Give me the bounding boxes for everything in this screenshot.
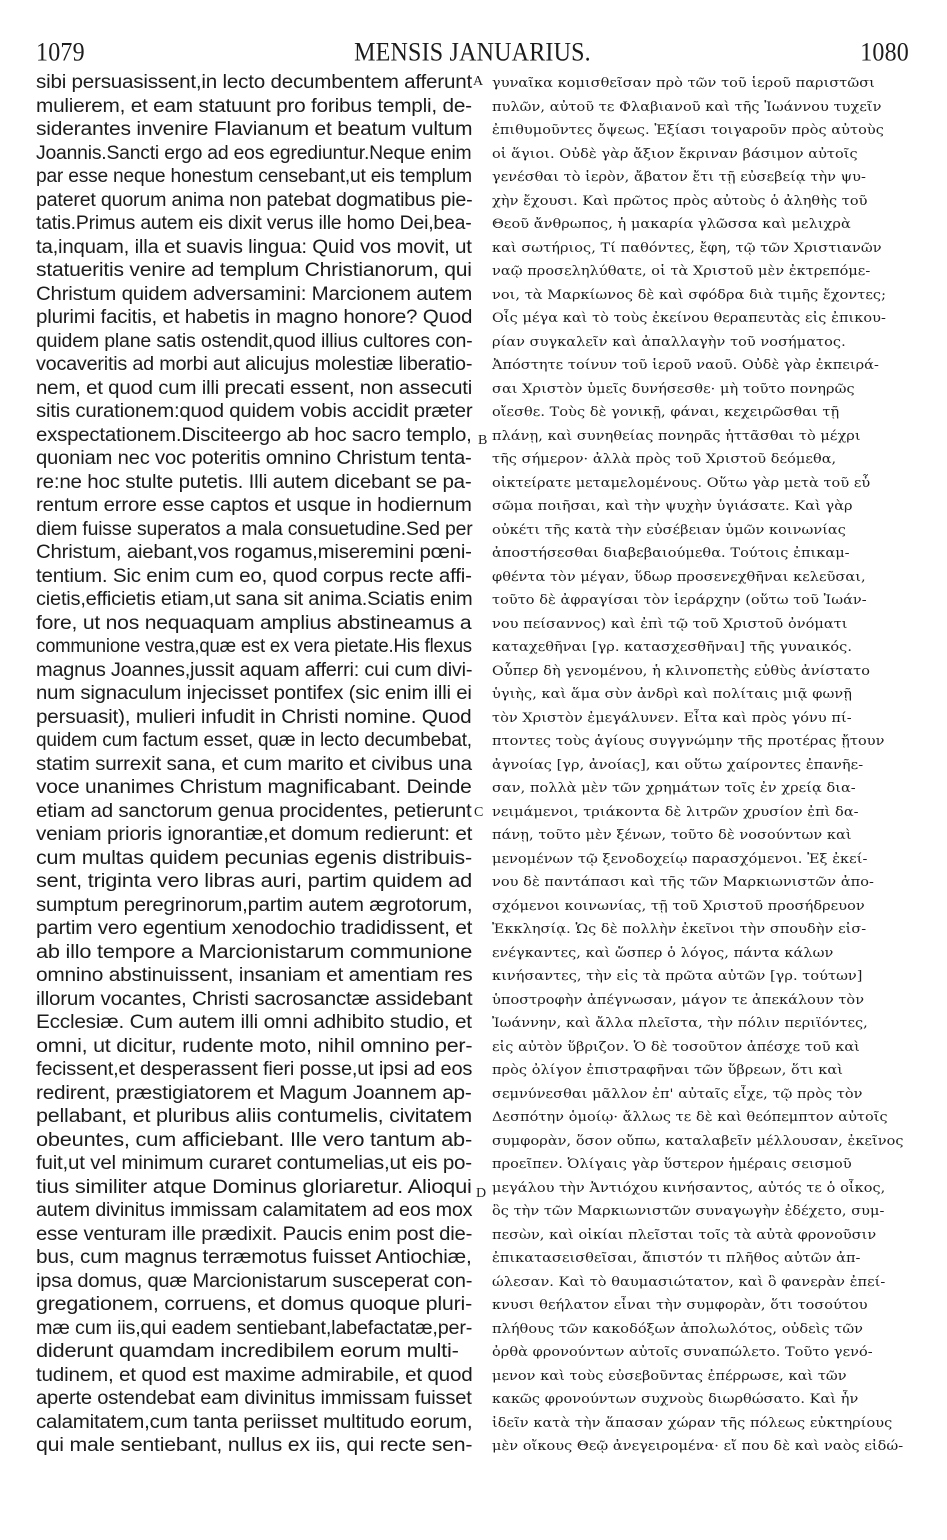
latin-text-line: redirent, præstigiatorem et Magum Joannem ap- [36, 1082, 472, 1104]
latin-text-line: aperte ostendebat eam divinitus immissam fuisset [36, 1388, 472, 1409]
latin-text-line: sitis curationem:quod quidem vobis accidit præter [36, 401, 473, 422]
latin-text-line: sumptum peregrinorum,partim autem ægrotorum, [36, 894, 473, 916]
greek-text-column [492, 71, 916, 1458]
latin-text-line: voce unanimes Christum magnificabant. Deinde [36, 777, 472, 798]
greek-text-line: πρὸς ὀλίγον ἐπιστραφῆναι τῶν ὕβρεων, ὅτι καὶ [492, 1062, 843, 1077]
greek-text-line: πλάνῃ, καὶ συνηθείας πονηρᾶς ἡττᾶσθαι τὸ μέχρι [492, 427, 861, 443]
greek-text-line: εἰς αὐτὸν ὕβριζον. Ὁ δὲ τοσοῦτον ἀπέσχε τοῦ καὶ [492, 1038, 860, 1054]
greek-text-line: ὑποστροφὴν ἀπέγνωσαν, μάγον τε ἀπεκάλουν τὸν [492, 991, 865, 1007]
latin-text-line: esse venturam ille prædixit. Paucis enim post die- [36, 1223, 473, 1245]
greek-text-line: Δεσπότην ὁμοίῳ· ἄλλως τε δὲ καὶ θεόπεμπτον αὐτοῖς [492, 1109, 888, 1124]
greek-text-line: μεγάλου τὴν Ἀντιόχου κινήσαντος, αὐτός τε ὁ οἶκος, [492, 1179, 886, 1195]
greek-text-line: σαν, πολλὰ μὲν τῶν χρημάτων τοῖς ἐν χρείᾳ δια- [492, 780, 856, 795]
greek-text-line: σεμνύνεσθαι μᾶλλον ἐπ' αὐταῖς εἶχε, τῷ πρὸς τὸν [492, 1085, 863, 1101]
latin-text-line: omnino abstinuissent, insaniam et amentiam res [36, 965, 473, 986]
greek-text-line: νου δὲ παντάπασι καὶ τῆς τῶν Μαρκιωνιστῶν ἀπο- [492, 874, 874, 889]
latin-text-line: pateret quorum anima non patebat dogmatibus pie- [36, 189, 473, 211]
right-page-number: 1080 [860, 38, 909, 68]
left-page-number: 1079 [36, 38, 85, 68]
latin-text-line: quoniam nec voc poteritis omnino Christum tenta- [36, 448, 472, 469]
latin-text-line: etiam ad sanctorum genua procidentes, petierunt [36, 800, 472, 822]
latin-text-line: Christum quidem adversamini: Marcionem autem [36, 283, 473, 305]
latin-text-line: Christum, aiebant,vos rogamus,miseremini pœni- [36, 542, 472, 563]
latin-text-line: magnus Joannes,jussit aquam afferri: cui cum divi- [36, 659, 473, 681]
latin-text-line: sibi persuasissent,in lecto decumbentem afferunt [36, 72, 472, 93]
greek-text-line: προεῖπεν. Ὀλίγαις γὰρ ὕστερον ἡμέραις σεισμοῦ [492, 1156, 852, 1171]
greek-text-line: ὑγιὴς, καὶ ἅμα σὺν ἀνδρὶ καὶ πολίταις μιᾷ φωνῇ [492, 686, 852, 701]
greek-text-line: μενον καὶ τοὺς εὐσεβοῦντας ἐπέρρωσε, καὶ τῶν [492, 1367, 847, 1383]
greek-text-line: φθέντα τὸν μέγαν, ὕδωρ προσενεχθῆναι κελεῦσαι, [492, 568, 866, 584]
latin-text-line: ab illo tempore a Marcionistarum communione [36, 941, 473, 963]
greek-text-line: χὴν ἔχουσι. Καὶ πρῶτος πρὸς αὐτοὺς ὁ ἀληθὴς τοῦ [492, 192, 868, 208]
greek-text-line: πτοντες τοὺς ἁγίους συγγνώμην τῆς προτέρας ᾔτουν [492, 733, 885, 748]
greek-text-line: μενομένων τῷ ξενοδοχείῳ παρασχόμενοι. Ἐξ ἐκεί- [492, 850, 868, 866]
latin-text-line: veniam prioris ignorantiæ,et domum redierunt: et [36, 824, 473, 845]
greek-text-line: ρίαν συγκαλεῖν καὶ ἀπαλλαγὴν τοῦ νοσήματος. [492, 333, 846, 349]
latin-text-line: fecissent,et desperassent fieri posse,ut ipsi ad eos [36, 1059, 473, 1080]
greek-text-line: πάνῃ, τοῦτο μὲν ξένων, τοῦτο δὲ νοσούντων καὶ [492, 827, 852, 842]
greek-text-line: σῶμα ποιῆσαι, καὶ τὴν ψυχὴν ὑγιάσατε. Καὶ γὰρ [492, 498, 853, 513]
latin-text-line: persuasit), mulieri infudit in Christi nomine. Quod [36, 706, 472, 728]
greek-text-line: μὲν οἴκους Θεῷ ἀνεγειρομένα· εἴ που δὲ καὶ ναὸς εἰδώ- [492, 1438, 904, 1453]
greek-text-line: κνυσι θεήλατον εἶναι τὴν συμφορὰν, ὅτι τοσούτου [492, 1297, 868, 1312]
latin-text-line: diderunt quamdam incredibilem eorum multi- [36, 1341, 459, 1362]
latin-text-line: qui male sentiebant, nullus ex iis, qui recte sen- [36, 1435, 473, 1456]
latin-text-line: plurimi facitis, et habetis in magno honore? Quod [36, 307, 473, 328]
latin-text-line: tudinem, et quod est maxime admirabile, et quod [36, 1364, 473, 1386]
latin-text-line: mæ cum iis,qui eadem sentiebant,labefactatæ,per- [36, 1317, 473, 1339]
latin-text-line: fore, ut nos nequaquam amplius abstineamus a [36, 612, 472, 634]
latin-text-line: fuit,ut vel minimum curaret contumelias,ut eis po- [36, 1153, 472, 1174]
latin-text-line: gregationem, corruens, et domus quoque pluri- [36, 1294, 473, 1315]
latin-text-line: partim vero egentium xenodochio tradidissent, et [36, 918, 473, 939]
greek-text-line: ὀρθὰ φρονούντων αὐτοῖς συναπώλετο. Τοῦτο γενό- [492, 1344, 873, 1359]
greek-text-line: ὃς τὴν τῶν Μαρκιωνιστῶν συναγωγὴν ἐδέχετο, συμ- [492, 1203, 885, 1218]
greek-text-line: ἐπιθυμοῦντες ὄψεως. Ἐξίασι τοιγαροῦν πρὸς αὐτοὺς [492, 122, 884, 137]
greek-text-line: τοῦτο δὲ ἀφραγίσαι τὸν ἱεράρχην (οὕτω τοῦ Ἰωάν- [492, 592, 867, 607]
latin-text-line: mulierem, et eam statuunt pro foribus templi, de- [36, 95, 472, 117]
latin-text-line: tentium. Sic enim cum eo, quod corpus recte affi- [36, 565, 472, 587]
latin-text-line: quidem cum factum esset, quæ in lecto decumbebat, [36, 730, 472, 751]
greek-text-line: τὸν Χριστὸν ἐμεγάλυνεν. Εἶτα καὶ πρὸς γόνυ πί- [492, 709, 852, 725]
latin-text-line: ta,inquam, illa et suavis lingua: Quid vos movit, ut [36, 236, 472, 258]
greek-text-line: κακῶς φρονούντων συχνοὺς διωρθώσατο. Καὶ ἦν [492, 1391, 859, 1406]
greek-text-line: ἀγνοίας [γρ, ἀνοίας], και οὕτω χαίροντες ἐπανῆε- [492, 756, 864, 772]
greek-text-line: ἐπικατασεισθεῖσαι, ἄπιστόν τι πλῆθος αὐτῶν ἀπ- [492, 1250, 861, 1265]
latin-text-line: quidem plane satis ostendit,quod illius cultores con- [36, 330, 473, 352]
greek-text-line: οἴεσθε. Τοὺς δὲ γονικῇ, φάναι, κεχειρῶσθαι τῇ [492, 404, 840, 419]
latin-text-line: num signaculum injecisset pontifex (sic enim illi ei [36, 683, 472, 704]
latin-text-line: illorum vocantes, Christi sacrosanctæ assidebant [36, 988, 473, 1010]
latin-text-line: cietis,efficietis etiam,ut sana sit anima.Sciatis enim [36, 589, 473, 610]
greek-text-line: οἱ ἅγιοι. Οὐδὲ γὰρ ἄξιον ἔκριναν βάσιμον αὐτοῖς [492, 145, 858, 161]
section-marker-d: D [476, 1186, 487, 1201]
greek-text-line: νοι, τὰ Μαρκίωνος δὲ καὶ σφόδρα διὰ τιμῆς ἔχοντες; [492, 286, 887, 302]
latin-text-line: ipsa domus, quæ Marcionistarum susceperat con- [36, 1270, 473, 1292]
greek-text-line: ἀποστήσεσθαι διαβεβαιούμεθα. Τούτοις ἐπικαμ- [492, 545, 850, 560]
latin-text-column [36, 71, 472, 1458]
greek-text-line: Οἷς μέγα καὶ τὸ τοὺς ἐκείνου θεραπευτὰς εἰς ἐπικου- [492, 310, 886, 325]
latin-text-line: diem fuisse superatos a mala consuetudine.Sed per [36, 518, 473, 540]
latin-text-line: pellabant, et pluribus aliis contumelis, civitatem [36, 1106, 472, 1127]
greek-text-line: οἰκτείρατε μεταμελομένους. Οὕτω γὰρ μετὰ τοῦ εὖ [492, 474, 871, 490]
greek-text-line: πλήθους τῶν κακοδόξων ἀπολωλότος, οὐδεὶς τῶν [492, 1320, 864, 1336]
greek-text-line: συμφορὰν, ὅσον οὔπω, καταλαβεῖν μέλλουσαν, ἐκεῖνος [492, 1132, 904, 1148]
section-marker-c: C [474, 805, 484, 820]
latin-text-line: autem divinitus immissam calamitatem ad eos mox [36, 1200, 473, 1221]
greek-text-line: σαι Χριστὸν ὑμεῖς δυνήσεσθε· μὴ τοῦτο πονηρῶς [492, 380, 855, 396]
greek-text-line: ναῷ προσεληλύθατε, οἱ τὰ Χριστοῦ μὲν ἐκτρεπόμε- [492, 263, 871, 278]
greek-text-line: νειμάμενοι, τριάκοντα δὲ λιτρῶν χρυσίον ἐπὶ δα- [492, 803, 859, 819]
greek-text-line: Ἀπόστητε τοίνυν τοῦ ἱεροῦ ναοῦ. Οὐδὲ γὰρ ἐκπειρά- [492, 357, 879, 372]
latin-text-line: Joannis.Sancti ergo ad eos egrediuntur.Neque enim [36, 142, 472, 164]
greek-text-line: πυλῶν, αὐτοῦ τε Φλαβιανοῦ καὶ τῆς Ἰωάννου τυχεῖν [492, 98, 882, 114]
latin-text-line: obeuntes, cum afficiebant. Ille vero tantum ab- [36, 1129, 472, 1151]
greek-text-line: γενέσθαι τὸ ἱερὸν, ἄβατον ἔτι τῇ εὐσεβείᾳ τὴν ψυ- [492, 169, 866, 184]
section-marker-a: A [473, 74, 484, 89]
section-marker-b: B [478, 433, 488, 448]
greek-text-line: οὐκέτι τῆς κατὰ τὴν εὐσέβειαν ὑμῶν κοινωνίας [492, 521, 846, 537]
greek-text-line: Οὗπερ δὴ γενομένου, ἡ κλινοπετὴς εὐθὺς ἀνίστατο [492, 662, 871, 678]
latin-text-line: sent, triginta vero libras auri, partim quidem ad [36, 871, 472, 892]
greek-text-line: ἰδεῖν κατὰ τὴν ἅπασαν χώραν τῆς πόλεως εὐκτηρίους [492, 1414, 893, 1430]
greek-text-line: Θεοῦ ἄνθρωπος, ἡ μακαρία γλῶσσα καὶ μελιχρὰ [492, 216, 851, 231]
greek-text-line: πεσὼν, καὶ οἰκίαι πλεῖσται τοῖς τὰ αὐτὰ φρονοῦσιν [492, 1226, 877, 1242]
greek-text-line: σχόμενοι κοινωνίας, τῇ τοῦ Χριστοῦ προσήδρευον [492, 897, 865, 913]
latin-text-line: Ecclesiæ. Cum autem illi omni adhibito studio, et [36, 1012, 472, 1033]
greek-text-line: καὶ σωτήριος, Τί παθόντες, ἔφη, τῷ τῶν Χριστιανῶν [492, 239, 882, 255]
latin-text-line: siderantes invenire Flavianum et beatum vultum [36, 119, 473, 140]
greek-text-line: νου πείσαννος) καὶ ἐπὶ τῷ τοῦ Χριστοῦ ὀνόματι [492, 615, 848, 631]
latin-text-line: bus, cum magnus terræmotus fuisset Antiochiæ, [36, 1247, 472, 1268]
running-title: MENSIS JANUARIUS. [354, 38, 591, 68]
latin-text-line: rentum errore esse captos et usque in hodiernum [36, 495, 472, 516]
greek-text-line: τῆς σήμερον· ἀλλὰ πρὸς τοῦ Χριστοῦ δεόμεθα, [492, 451, 837, 466]
page-header [36, 38, 909, 72]
greek-text-line: κινήσαντες, τὴν εἰς τὰ πρῶτα αὐτῶν [γρ. τούτων] [492, 968, 863, 983]
latin-text-line: par esse neque honestum censebant,ut eis templum [36, 166, 472, 187]
latin-text-line: calamitatem,cum tanta periisset multitudo eorum, [36, 1411, 473, 1433]
latin-text-line: statueritis venire ad templum Christianorum, qui [36, 260, 472, 281]
latin-text-line: cum multas quidem pecunias egenis distribuis- [36, 847, 472, 869]
latin-text-line: nem, et quod cum illi precati essent, non assecuti [36, 377, 473, 399]
latin-text-line: statim surrexit sana, et cum marito et civibus una [36, 753, 472, 775]
greek-text-line: καταχεθῆναι [γρ. κατασχεσθῆναι] τῆς γυναικός. [492, 639, 852, 654]
greek-text-line: Ἐκκλησίᾳ. Ὡς δὲ πολλὴν ἐκεῖνοι τὴν σπουδὴν εἰσ- [492, 921, 867, 936]
latin-text-line: omni, ut dicitur, rudente moto, nihil omnino per- [36, 1035, 473, 1057]
latin-text-line: exspectationem.Disciteergo ab hoc sacro templo, [36, 424, 472, 446]
latin-text-line: re:ne hoc stulte putetis. Illi autem dicebant se pa- [36, 471, 472, 493]
latin-text-line: vocaveritis ad morbi aut alicujus molestiæ liberatio- [36, 354, 473, 375]
latin-text-line: tius similiter atque Dominus gloriaretur. Alioqui [36, 1176, 472, 1198]
greek-text-line: γυναῖκα κομισθεῖσαν πρὸ τῶν τοῦ ἱεροῦ παριστῶσι [492, 75, 875, 90]
greek-text-line: Ἰωάννην, καὶ ἄλλα πλεῖστα, τὴν πόλιν περιϊόντες, [492, 1015, 868, 1030]
greek-text-line: ενέγκαντες, καὶ ὥσπερ ὁ λόγος, πάντα κάλων [492, 944, 834, 960]
latin-text-line: communione vestra,quæ est ex vera pietate.His flexus [36, 636, 472, 657]
greek-text-line: ώλεσαν. Καὶ τὸ θαυμασιώτατον, καὶ ὃ φανερὰν ἐπεί- [492, 1273, 886, 1289]
latin-text-line: tatis.Primus autem eis dixit verus ille homo Dei,bea- [36, 213, 472, 234]
